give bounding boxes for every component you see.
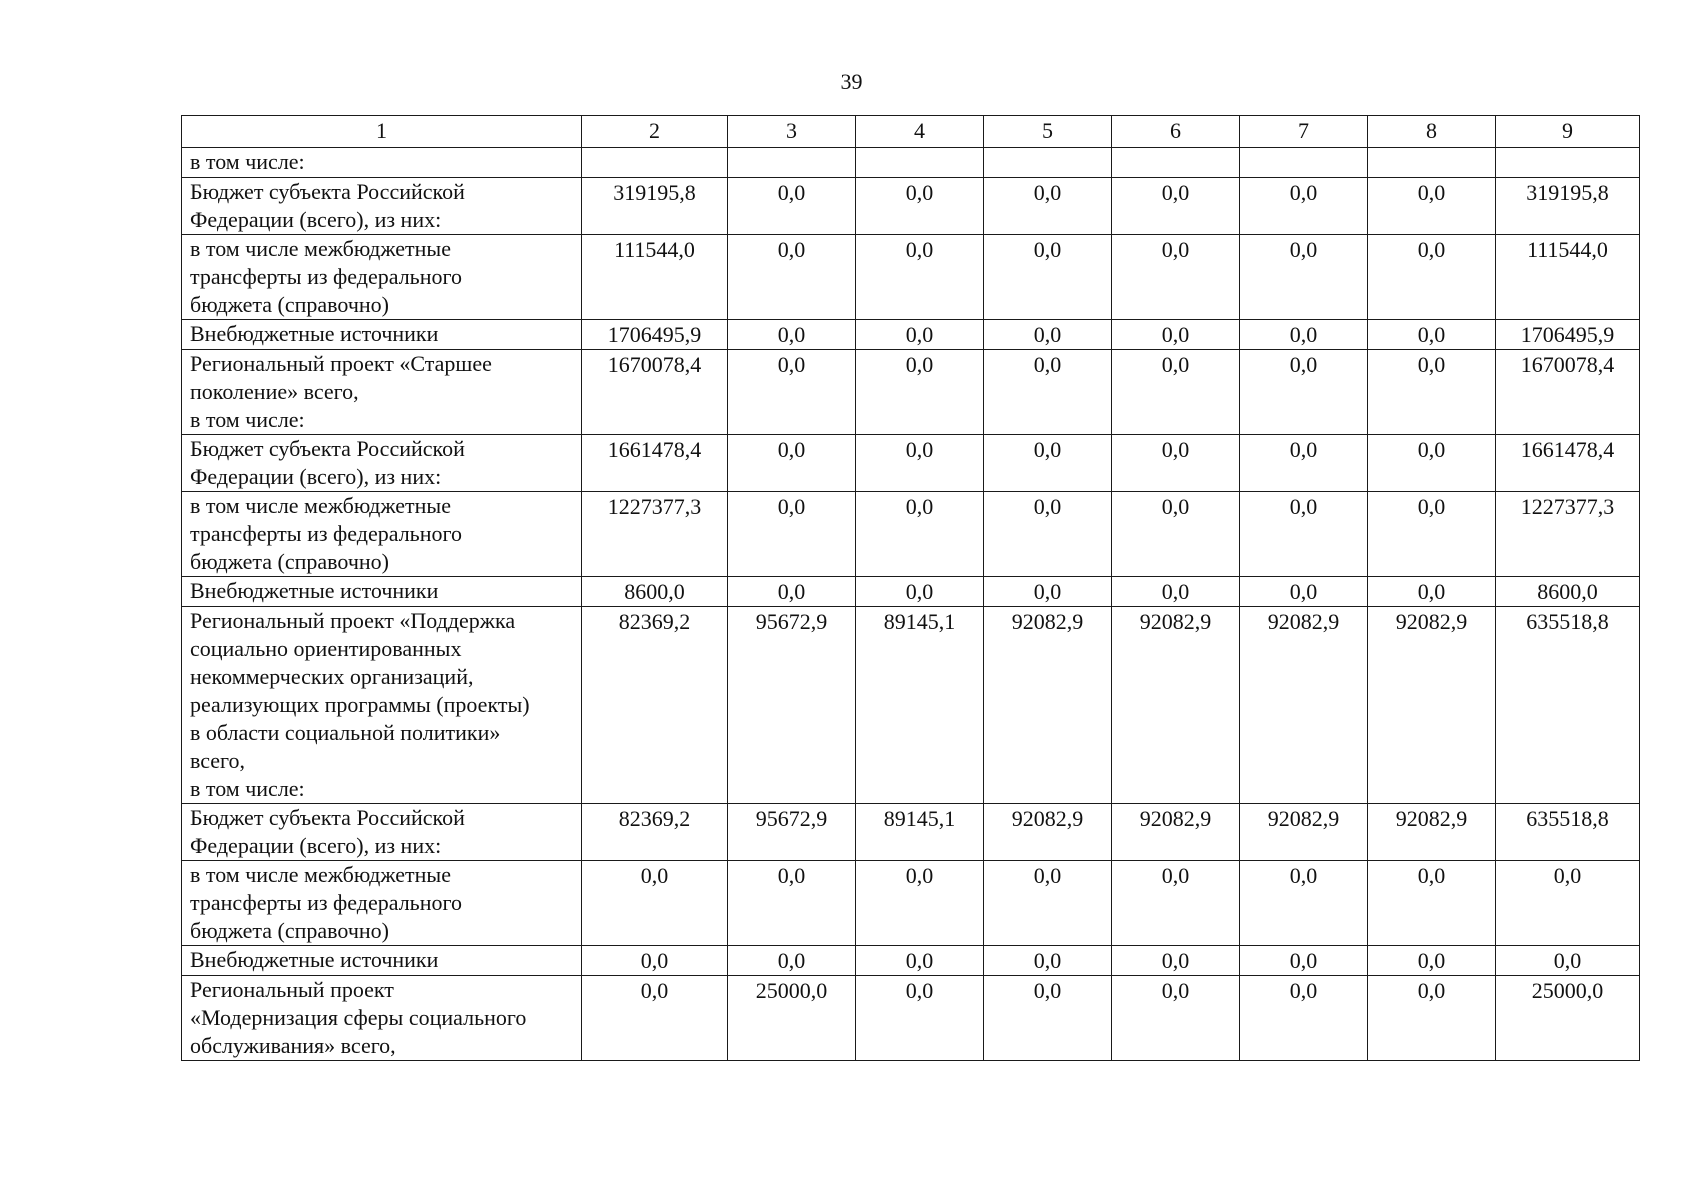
value-cell: 0,0 [1240, 235, 1368, 320]
value-cell: 0,0 [984, 178, 1112, 235]
value-cell: 0,0 [1368, 320, 1496, 350]
value-cell: 111544,0 [582, 235, 728, 320]
value-cell: 0,0 [582, 976, 728, 1061]
value-cell: 0,0 [728, 178, 856, 235]
value-cell: 0,0 [984, 577, 1112, 607]
value-cell: 0,0 [728, 861, 856, 946]
row-label: Региональный проект «Модернизация сферы социального обслуживания» всего, [182, 976, 582, 1061]
row-label: Внебюджетные источники [182, 946, 582, 976]
value-cell: 92082,9 [1368, 804, 1496, 861]
table-header-row [182, 116, 1640, 148]
page-number: 39 [840, 69, 863, 94]
budget-table [181, 115, 1640, 1061]
table-row [182, 435, 1640, 492]
value-cell [1112, 148, 1240, 178]
value-cell: 0,0 [1496, 946, 1640, 976]
row-label: Бюджет субъекта Российской Федерации (всего), из них: [182, 178, 582, 235]
table-row [182, 350, 1640, 435]
row-label: Внебюджетные источники [182, 320, 582, 350]
value-cell: 0,0 [984, 235, 1112, 320]
value-cell: 92082,9 [984, 607, 1112, 804]
value-cell: 0,0 [728, 350, 856, 435]
value-cell [1240, 148, 1368, 178]
row-label: Бюджет субъекта Российской Федерации (всего), из них: [182, 804, 582, 861]
value-cell: 0,0 [1112, 320, 1240, 350]
value-cell: 0,0 [856, 861, 984, 946]
value-cell: 0,0 [856, 577, 984, 607]
table-row [182, 577, 1640, 607]
value-cell: 0,0 [1112, 235, 1240, 320]
value-cell [856, 148, 984, 178]
value-cell: 0,0 [1240, 946, 1368, 976]
value-cell: 0,0 [1112, 178, 1240, 235]
value-cell: 0,0 [856, 235, 984, 320]
value-cell: 0,0 [1368, 976, 1496, 1061]
table-row [182, 976, 1640, 1061]
row-label: в том числе межбюджетные трансферты из федерального бюджета (справочно) [182, 235, 582, 320]
value-cell: 92082,9 [1112, 804, 1240, 861]
value-cell: 0,0 [856, 946, 984, 976]
value-cell: 1661478,4 [582, 435, 728, 492]
table-row [182, 320, 1640, 350]
value-cell: 92082,9 [1240, 607, 1368, 804]
value-cell: 0,0 [1240, 492, 1368, 577]
value-cell: 1227377,3 [1496, 492, 1640, 577]
table-row [182, 492, 1640, 577]
table-row [182, 235, 1640, 320]
table-row [182, 607, 1640, 804]
column-header: 8 [1368, 116, 1496, 148]
value-cell: 0,0 [1112, 350, 1240, 435]
value-cell: 0,0 [1240, 976, 1368, 1061]
table-row [182, 148, 1640, 178]
value-cell: 0,0 [1112, 946, 1240, 976]
value-cell: 0,0 [1368, 946, 1496, 976]
value-cell: 0,0 [1368, 350, 1496, 435]
value-cell: 0,0 [984, 976, 1112, 1061]
value-cell: 0,0 [1240, 577, 1368, 607]
value-cell: 0,0 [1240, 320, 1368, 350]
value-cell: 0,0 [728, 577, 856, 607]
column-header: 1 [182, 116, 582, 148]
value-cell: 1706495,9 [582, 320, 728, 350]
table-row [182, 946, 1640, 976]
value-cell: 319195,8 [1496, 178, 1640, 235]
value-cell: 1227377,3 [582, 492, 728, 577]
row-label: в том числе межбюджетные трансферты из федерального бюджета (справочно) [182, 861, 582, 946]
value-cell: 635518,8 [1496, 804, 1640, 861]
value-cell: 0,0 [582, 946, 728, 976]
row-label: Бюджет субъекта Российской Федерации (всего), из них: [182, 435, 582, 492]
value-cell: 0,0 [1112, 861, 1240, 946]
value-cell: 1670078,4 [1496, 350, 1640, 435]
value-cell: 0,0 [1240, 178, 1368, 235]
value-cell: 92082,9 [1368, 607, 1496, 804]
value-cell: 0,0 [1112, 577, 1240, 607]
value-cell: 0,0 [856, 178, 984, 235]
value-cell: 0,0 [984, 350, 1112, 435]
value-cell: 0,0 [1240, 435, 1368, 492]
value-cell: 0,0 [984, 492, 1112, 577]
value-cell: 0,0 [728, 435, 856, 492]
column-header: 4 [856, 116, 984, 148]
value-cell: 0,0 [984, 435, 1112, 492]
value-cell: 635518,8 [1496, 607, 1640, 804]
value-cell [1496, 148, 1640, 178]
value-cell: 0,0 [1240, 861, 1368, 946]
value-cell: 0,0 [1112, 492, 1240, 577]
value-cell: 0,0 [1240, 350, 1368, 435]
value-cell: 1661478,4 [1496, 435, 1640, 492]
value-cell: 0,0 [728, 946, 856, 976]
value-cell: 1670078,4 [582, 350, 728, 435]
value-cell: 0,0 [856, 350, 984, 435]
value-cell: 0,0 [728, 235, 856, 320]
column-header: 5 [984, 116, 1112, 148]
value-cell: 0,0 [1112, 976, 1240, 1061]
value-cell: 82369,2 [582, 607, 728, 804]
value-cell: 0,0 [856, 320, 984, 350]
value-cell: 0,0 [728, 320, 856, 350]
column-header: 6 [1112, 116, 1240, 148]
row-label: в том числе межбюджетные трансферты из федерального бюджета (справочно) [182, 492, 582, 577]
value-cell: 111544,0 [1496, 235, 1640, 320]
value-cell: 25000,0 [1496, 976, 1640, 1061]
row-label: в том числе: [182, 148, 582, 178]
value-cell: 89145,1 [856, 804, 984, 861]
value-cell: 82369,2 [582, 804, 728, 861]
column-header: 3 [728, 116, 856, 148]
value-cell: 0,0 [984, 861, 1112, 946]
value-cell: 0,0 [1112, 435, 1240, 492]
value-cell [728, 148, 856, 178]
value-cell: 8600,0 [1496, 577, 1640, 607]
value-cell [984, 148, 1112, 178]
value-cell [582, 148, 728, 178]
value-cell: 0,0 [856, 976, 984, 1061]
value-cell: 8600,0 [582, 577, 728, 607]
value-cell: 0,0 [582, 861, 728, 946]
table-row [182, 861, 1640, 946]
row-label: Региональный проект «Старшее поколение» всего, в том числе: [182, 350, 582, 435]
value-cell [1368, 148, 1496, 178]
value-cell: 319195,8 [582, 178, 728, 235]
table-row [182, 804, 1640, 861]
value-cell: 92082,9 [1240, 804, 1368, 861]
value-cell: 25000,0 [728, 976, 856, 1061]
row-label: Внебюджетные источники [182, 577, 582, 607]
value-cell: 1706495,9 [1496, 320, 1640, 350]
row-label: Региональный проект «Поддержка социально ориентированных некоммерческих организаций, реализующих программы (проекты) в области социальной политики» всего, в том числе: [182, 607, 582, 804]
value-cell: 0,0 [1368, 577, 1496, 607]
value-cell: 95672,9 [728, 607, 856, 804]
value-cell: 0,0 [1368, 435, 1496, 492]
value-cell: 0,0 [728, 492, 856, 577]
value-cell: 0,0 [984, 320, 1112, 350]
column-header: 7 [1240, 116, 1368, 148]
value-cell: 0,0 [1368, 861, 1496, 946]
value-cell: 0,0 [1368, 178, 1496, 235]
value-cell: 0,0 [1496, 861, 1640, 946]
value-cell: 92082,9 [1112, 607, 1240, 804]
table-row [182, 178, 1640, 235]
value-cell: 95672,9 [728, 804, 856, 861]
value-cell: 0,0 [1368, 235, 1496, 320]
value-cell: 0,0 [984, 946, 1112, 976]
value-cell: 0,0 [856, 492, 984, 577]
column-header: 2 [582, 116, 728, 148]
value-cell: 89145,1 [856, 607, 984, 804]
value-cell: 0,0 [856, 435, 984, 492]
column-header: 9 [1496, 116, 1640, 148]
value-cell: 92082,9 [984, 804, 1112, 861]
value-cell: 0,0 [1368, 492, 1496, 577]
